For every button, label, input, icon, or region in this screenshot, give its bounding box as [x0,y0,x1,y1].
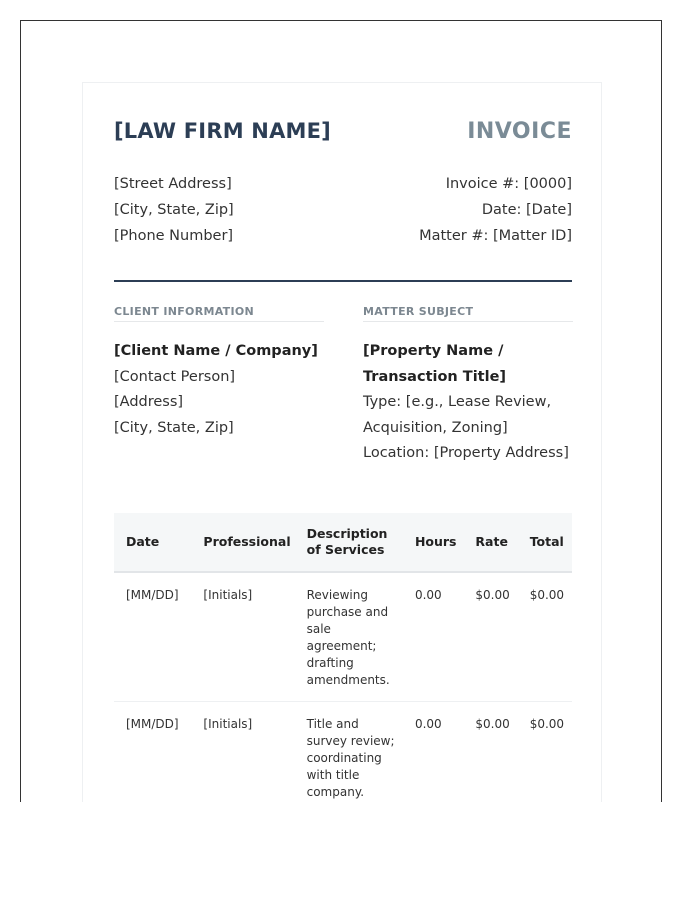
invoice-page [82,82,602,802]
table-header-row [114,513,572,572]
row-hours: 0.00 [403,702,463,803]
header-description: Description of Services [295,513,403,572]
row-date: [MM/DD] [114,702,191,803]
phone-number: [Phone Number] [114,228,234,244]
row-total: $0.00 [518,572,572,702]
row-description: Title and survey review; coordinating with title company. [295,702,403,803]
row-rate: $0.00 [463,702,517,803]
matter-subject-heading: MATTER SUBJECT [363,305,573,322]
row-total: $0.00 [518,702,572,803]
header-professional: Professional [191,513,294,572]
matter-title: [Property Name / Transaction Title] [363,343,507,385]
row-date: [MM/DD] [114,572,191,702]
row-professional: [Initials] [191,572,294,702]
matter-number: Matter #: [Matter ID] [419,228,572,244]
table-row [114,572,572,702]
client-name: [Client Name / Company] [114,343,318,359]
matter-type: Type: [e.g., Lease Review, Acquisition, Zoning] [363,394,552,436]
invoice-number: Invoice #: [0000] [445,176,572,192]
header-rate: Rate [463,513,517,572]
client-address: [Address] [114,394,184,410]
firm-name: [LAW FIRM NAME] [114,119,331,143]
header-total: Total [518,513,572,572]
matter-subject [363,339,578,467]
client-info [114,339,334,441]
row-professional: [Initials] [191,702,294,803]
row-description: Reviewing purchase and sale agreement; drafting amendments. [295,572,403,702]
client-info-heading: CLIENT INFORMATION [114,305,324,322]
city-state-zip: [City, State, Zip] [114,202,234,218]
invoice-title: INVOICE [467,119,572,144]
row-rate: $0.00 [463,572,517,702]
row-hours: 0.00 [403,572,463,702]
services-table [114,513,572,802]
header-hours: Hours [403,513,463,572]
firm-address [114,171,234,249]
document-frame [20,20,662,802]
contact-person: [Contact Person] [114,368,236,385]
header-divider [114,280,572,282]
client-city-state-zip: [City, State, Zip] [114,419,234,436]
invoice-meta [419,171,572,249]
invoice-date: Date: [Date] [481,202,572,218]
street-address: [Street Address] [114,176,232,192]
header-date: Date [114,513,191,572]
table-row [114,702,572,803]
matter-location: Location: [Property Address] [363,445,569,461]
